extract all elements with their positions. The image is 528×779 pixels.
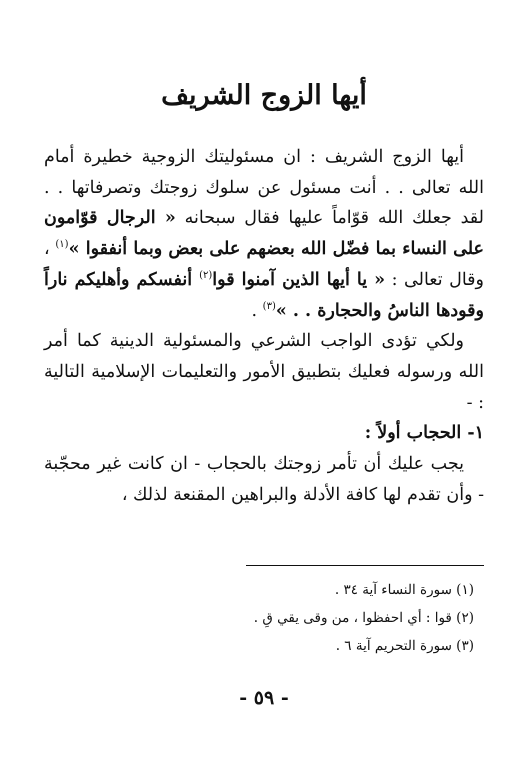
footnote-item: (١) سورة النساء آية ٣٤ . bbox=[334, 582, 474, 598]
section-title: ١- الحجاب أولاً : bbox=[364, 423, 484, 444]
page-number: - ٥٩ - bbox=[239, 687, 289, 709]
body-text bbox=[44, 142, 484, 510]
paragraph-text: أيها الزوج الشريف : ان مسئوليتك الزوجية خطيرة أمام الله تعالى . . أنت مسئول عن سلوك زوجتك وتصرفاتها . . لقد جعلك الله قوّاماً عليها فقال سبحانه bbox=[44, 147, 484, 229]
paragraph-hijab: يجب عليك أن تأمر زوجتك بالحجاب - ان كانت غير محجّبة - وأن تقدم لها كافة الأدلة والبراهين المقنعة لذلك ، bbox=[44, 454, 484, 505]
paragraph-text: . bbox=[251, 300, 263, 321]
footnote-marker: (٢) bbox=[199, 269, 213, 281]
quran-quote: « يا أيها الذين آمنوا قوا bbox=[212, 269, 386, 290]
footnote-marker: (٣) bbox=[262, 300, 276, 312]
paragraph-responsibility bbox=[44, 142, 484, 326]
footnote-divider bbox=[246, 565, 484, 566]
page-heading: أيها الزوج الشريف bbox=[161, 80, 367, 111]
footnote-marker: (١) bbox=[55, 239, 69, 251]
footnote-item: (٣) سورة التحريم آية ٦ . bbox=[335, 638, 474, 654]
footnotes bbox=[60, 576, 474, 660]
footnote-item: (٢) قوا : أي احفظوا ، من وقى يقي قِ . bbox=[253, 610, 474, 626]
paragraph-instructions: ولكي تؤدى الواجب الشرعي والمسئولية الدينية كما أمر الله ورسوله فعليك بتطبيق الأمور والتعليمات الإسلامية التالية : - bbox=[44, 331, 484, 413]
paragraph-text: ، وقال تعالى : bbox=[44, 239, 484, 290]
quran-quote: أنفسكم وأهليكم ناراً وقودها الناسُ والحجارة . . » bbox=[44, 269, 484, 321]
quran-quote: « الرجال قوّامون على النساء بما فضّل الله بعضهم على بعض وبما أنفقوا » bbox=[44, 208, 484, 260]
